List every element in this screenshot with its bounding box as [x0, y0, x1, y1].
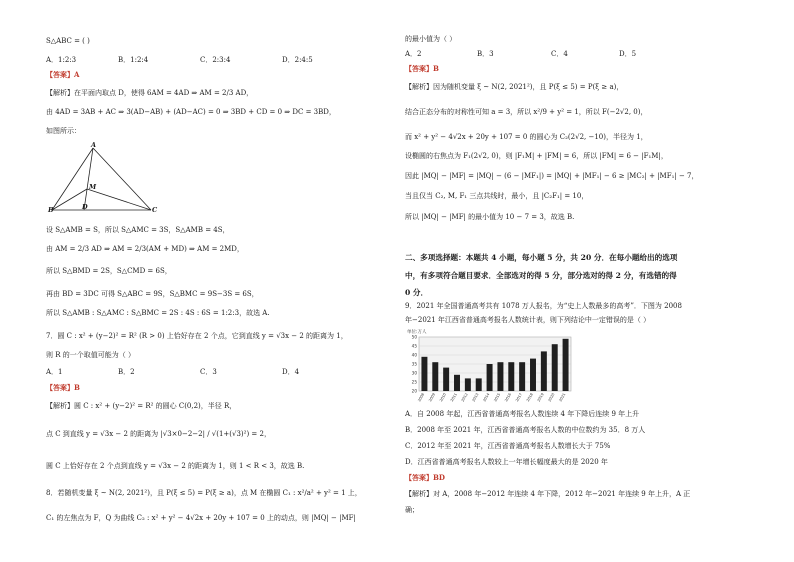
y-tick-label: 25	[411, 379, 417, 385]
q8-stem-1: 8．若随机变量 ξ ~ N(2, 2021²)，且 P(ξ ≤ 5) = P(ξ ≥ a)，点 M 在椭圆 C₁ : x²/a² + y² = 1 上，	[46, 489, 362, 497]
y-tick-label: 20	[411, 388, 417, 394]
q8-answer: 【答案】B	[405, 64, 439, 73]
bar-2011	[454, 375, 460, 391]
bar-2010	[443, 368, 449, 391]
q7-answer: 【答案】B	[46, 383, 80, 392]
x-tick-label: 2011	[449, 392, 458, 403]
q6-analysis-8: 所以 S△AMB : S△AMC : S△BMC = 2S : 4S : 6S = 1:2:3，故选 A.	[46, 309, 270, 317]
q6-option-a: A．1:2:3	[46, 56, 77, 64]
section2-heading-3: 0 分．	[405, 288, 429, 297]
bar-2017	[519, 362, 525, 391]
q6-answer: 【答案】A	[46, 70, 80, 79]
q6-tail: S△ABC = ( )	[46, 37, 90, 45]
q7-stem-1: 7．圆 C : x² + (y−2)² = R² (R > 0) 上恰好存在 2 个点，它到直线 y = √3x − 2 的距离为 1，	[46, 332, 348, 340]
triangle-figure	[46, 140, 166, 220]
x-tick-label: 2010	[438, 392, 448, 403]
y-tick-label: 35	[411, 361, 417, 367]
label-d: D	[82, 203, 88, 211]
q7-analysis-1: 【解析】圆 C : x² + (y−2)² = R² 的圆心 C(0,2)，半径 R，	[46, 402, 237, 410]
q8-analysis-2: 结合正态分布的对称性可知 a = 3，所以 x²/9 + y² = 1，所以 F(−2√2, 0)，	[405, 108, 648, 116]
q9-option-c: C．2012 年至 2021 年，江西省普通高考报名人数增长大于 75%	[405, 442, 611, 450]
bar-2014	[487, 364, 493, 391]
y-unit-label: 单位:万人	[407, 330, 427, 335]
bar-2016	[508, 362, 514, 391]
y-tick-label: 30	[411, 370, 417, 376]
x-tick-label: 2009	[428, 392, 437, 403]
q9-analysis-1: 【解析】对 A，2008 年−2012 年连续 4 年下降，2012 年−2021 年连续 9 年上升，A 正	[405, 490, 691, 498]
q9-option-a: A．自 2008 年起，江西省普通高考报名人数连续 4 年下降后连续 9 年上升	[405, 410, 640, 418]
bar-2009	[432, 362, 438, 391]
label-m: M	[89, 183, 97, 191]
q7-option-a: A．1	[46, 368, 63, 376]
q6-analysis-1: 【解析】在平面内取点 D，使得 6AM = 4AD ⇒ AM = 2/3 AD，	[46, 89, 254, 97]
q8-option-b: B．3	[477, 50, 494, 58]
label-b: B	[48, 206, 54, 214]
q8-option-c: C．4	[551, 50, 568, 58]
q8-analysis-6: 当且仅当 C₂, M, F₁ 三点共线时，最小，且 |C₂F₁| = 10，	[405, 192, 589, 200]
q7-stem-2: 则 R 的一个取值可能为（ ）	[46, 351, 135, 359]
q6-option-d: D．2:4:5	[282, 56, 313, 64]
q9-stem-2: 年−2021 年江西省普通高考报名人数统计表，则下列结论中一定错误的是（ ）	[405, 316, 651, 324]
y-tick-label: 45	[411, 343, 417, 349]
q9-option-b: B．2008 年至 2021 年，江西省普通高考报名人数的中位数约为 35．8 万人	[405, 426, 646, 434]
bar-2015	[497, 362, 503, 391]
q6-option-c: C．2:3:4	[200, 56, 231, 64]
bar-2020	[552, 344, 558, 391]
q6-analysis-5: 由 AM = 2/3 AD ⇒ AM = 2/3(AM + MD) ⇒ AM = 2MD，	[46, 245, 244, 253]
y-tick-label: 50	[411, 334, 417, 340]
q8-stem-2: C₁ 的左焦点为 F，Q 为曲线 C₂ : x² + y² − 4√2x + 20y + 107 = 0 上的动点，则 |MQ| − |MF|	[46, 514, 356, 522]
q7-option-b: B．2	[118, 368, 135, 376]
x-tick-label: 2019	[536, 392, 545, 403]
q9-stem-1: 9．2021 年全国普通高考共有 1078 万人报名，为“史上人数最多的高考”．下图为 2008	[405, 302, 682, 310]
q8-analysis-7: 所以 |MQ| − |MF| 的最小值为 10 − 7 = 3，故选 B.	[405, 213, 575, 221]
q9-option-d: D．江西省普通高考报名人数较上一年增长幅度最大的是 2020 年	[405, 458, 608, 466]
x-tick-label: 2020	[547, 392, 556, 403]
x-tick-label: 2016	[504, 392, 513, 403]
x-tick-label: 2013	[471, 392, 480, 403]
q7-option-c: C．3	[200, 368, 217, 376]
q7-analysis-3: 圆 C 上恰好存在 2 个点到直线 y = √3x − 2 的距离为 1，则 1 < R < 3，故选 B.	[46, 462, 305, 470]
y-tick-label: 40	[411, 352, 417, 358]
q8-option-a: A．2	[405, 50, 422, 58]
q6-analysis-3: 如图所示：	[46, 127, 81, 135]
q8-analysis-5: 因此 |MQ| − |MF| = |MQ| − (6 − |MF₁|) = |MQ| + |MF₁| − 6 ≥ |MC₂| + |MF₁| − 7，	[405, 172, 699, 180]
q6-analysis-6: 所以 S△BMD = 2S，S△CMD = 6S，	[46, 267, 172, 275]
label-c: C	[152, 206, 158, 214]
x-tick-label: 2014	[482, 392, 491, 403]
bar-chart	[405, 327, 577, 405]
section2-heading-1: 二、多项选择题：本题共 4 小题，每小题 5 分，共 20 分．在每小题给出的选项	[405, 253, 678, 262]
q6-analysis-2: 由 4AD = 3AB + AC ⇒ 3(AD−AB) + (AD−AC) = 0 ⇒ 3BD + CD = 0 ⇒ DC = 3BD，	[46, 108, 336, 116]
edge-ab	[52, 148, 93, 210]
q9-analysis-2: 确；	[405, 506, 419, 514]
q8-analysis-4: 设椭圆的右焦点为 F₁(2√2, 0)，则 |F₁M| + |FM| = 6，所以 |FM| = 6 − |F₁M|，	[405, 152, 668, 160]
q7-analysis-2: 点 C 到直线 y = √3x − 2 的距离为 |√3×0−2−2| / √(1+(√3)²) = 2，	[46, 430, 271, 438]
label-a: A	[91, 141, 97, 149]
q6-analysis-7: 再由 BD = 3DC 可得 S△ABC = 9S，S△BMC = 9S−3S = 6S，	[46, 290, 259, 298]
segment-ad	[84, 148, 93, 210]
q8-tail: 的最小值为（ ）	[405, 35, 457, 43]
q8-analysis-3: 而 x² + y² − 4√2x + 20y + 107 = 0 的圆心为 C₂(2√2, −10)，半径为 1，	[405, 133, 648, 141]
section2-heading-2: 中，有多项符合题目要求．全部选对的得 5 分，部分选对的得 2 分，有选错的得	[405, 271, 677, 280]
bar-2019	[541, 351, 547, 391]
q8-option-d: D．5	[619, 50, 637, 58]
x-tick-label: 2018	[525, 392, 534, 403]
bar-2021	[563, 339, 569, 391]
x-tick-label: 2008	[417, 392, 426, 403]
x-tick-label: 2017	[514, 392, 524, 403]
bar-2018	[530, 359, 536, 391]
bar-2008	[421, 357, 427, 391]
q6-option-b: B．1:2:4	[118, 56, 149, 64]
q6-analysis-4: 设 S△AMB = S，所以 S△AMC = 3S，S△AMB = 4S，	[46, 226, 230, 234]
q9-answer: 【答案】BD	[405, 473, 445, 482]
q7-option-d: D．4	[282, 368, 300, 376]
q8-analysis-1: 【解析】因为随机变量 ξ ~ N(2, 2021²)，且 P(ξ ≤ 5) = P(ξ ≥ a)，	[405, 83, 624, 91]
bar-2012	[465, 378, 471, 391]
x-tick-label: 2021	[558, 392, 567, 403]
x-tick-label: 2012	[460, 392, 469, 403]
bar-2013	[476, 378, 482, 391]
x-tick-label: 2015	[493, 392, 502, 403]
